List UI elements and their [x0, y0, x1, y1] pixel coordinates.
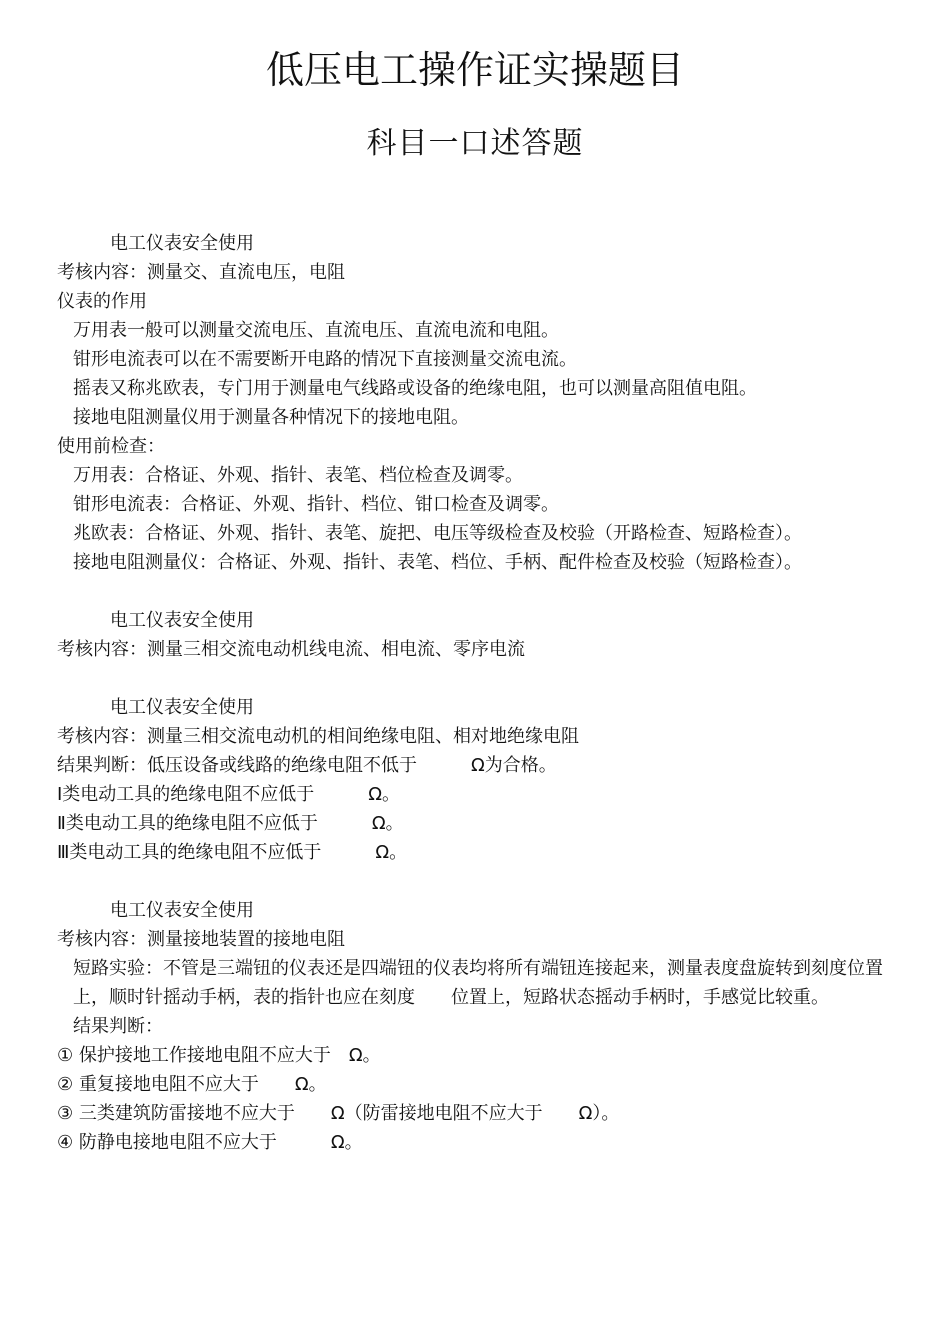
spacer — [57, 867, 917, 896]
section-heading: 电工仪表安全使用 — [110, 900, 254, 921]
short-circuit-test: 短路实验：不管是三端钮的仪表还是四端钮的仪表均将所有端钮连接起来，测量表度盘旋转到刻度位置上，顺时针摇动手柄，表的指针也应在刻度 位置上，短路状态摇动手柄时，手感觉比较重。 — [73, 958, 883, 1008]
list-item: 接地电阻测量仪用于测量各种情况下的接地电阻。 — [73, 407, 469, 428]
list-item: 万用表：合格证、外观、指针、表笔、档位检查及调零。 — [73, 465, 523, 486]
class-item: Ⅱ类电动工具的绝缘电阻不应低于 Ω。 — [57, 813, 404, 834]
list-item: ① 保护接地工作接地电阻不应大于 Ω。 — [57, 1045, 381, 1066]
subheading: 使用前检查： — [57, 436, 165, 457]
document-title: 低压电工操作证实操题目 — [265, 48, 684, 92]
exam-content: 考核内容：测量三相交流电动机线电流、相电流、零序电流 — [57, 639, 525, 660]
list-item: ② 重复接地电阻不应大于 Ω。 — [57, 1074, 327, 1095]
class-item: Ⅲ类电动工具的绝缘电阻不应低于 Ω。 — [57, 842, 408, 863]
list-item: 钳形电流表可以在不需要断开电路的情况下直接测量交流电流。 — [73, 349, 577, 370]
subheading: 仪表的作用 — [57, 291, 147, 312]
list-item: ③ 三类建筑防雷接地不应大于 Ω（防雷接地电阻不应大于 Ω）。 — [57, 1103, 620, 1124]
section-heading: 电工仪表安全使用 — [110, 610, 254, 631]
spacer — [57, 577, 917, 606]
document-body — [57, 229, 917, 1157]
spacer — [57, 664, 917, 693]
section-heading: 电工仪表安全使用 — [110, 233, 254, 254]
list-item: ④ 防静电接地电阻不应大于 Ω。 — [57, 1132, 363, 1153]
list-item: 万用表一般可以测量交流电压、直流电压、直流电流和电阻。 — [73, 320, 559, 341]
section-heading: 电工仪表安全使用 — [110, 697, 254, 718]
subheading: 结果判断： — [73, 1016, 163, 1037]
exam-content: 考核内容：测量交、直流电压，电阻 — [57, 262, 345, 283]
list-item: 摇表又称兆欧表，专门用于测量电气线路或设备的绝缘电阻，也可以测量高阻值电阻。 — [73, 378, 757, 399]
document-subtitle: 科目一口述答题 — [366, 126, 584, 161]
exam-content: 考核内容：测量三相交流电动机的相间绝缘电阻、相对地绝缘电阻 — [57, 726, 579, 747]
class-item: Ⅰ类电动工具的绝缘电阻不应低于 Ω。 — [57, 784, 401, 805]
list-item: 兆欧表：合格证、外观、指针、表笔、旋把、电压等级检查及校验（开路检查、短路检查）。 — [73, 523, 802, 544]
list-item: 接地电阻测量仪：合格证、外观、指针、表笔、档位、手柄、配件检查及校验（短路检查）。 — [73, 552, 802, 573]
list-item: 钳形电流表：合格证、外观、指针、档位、钳口检查及调零。 — [73, 494, 559, 515]
result-judgement: 结果判断：低压设备或线路的绝缘电阻不低于 Ω为合格。 — [57, 755, 557, 776]
exam-content: 考核内容：测量接地装置的接地电阻 — [57, 929, 345, 950]
